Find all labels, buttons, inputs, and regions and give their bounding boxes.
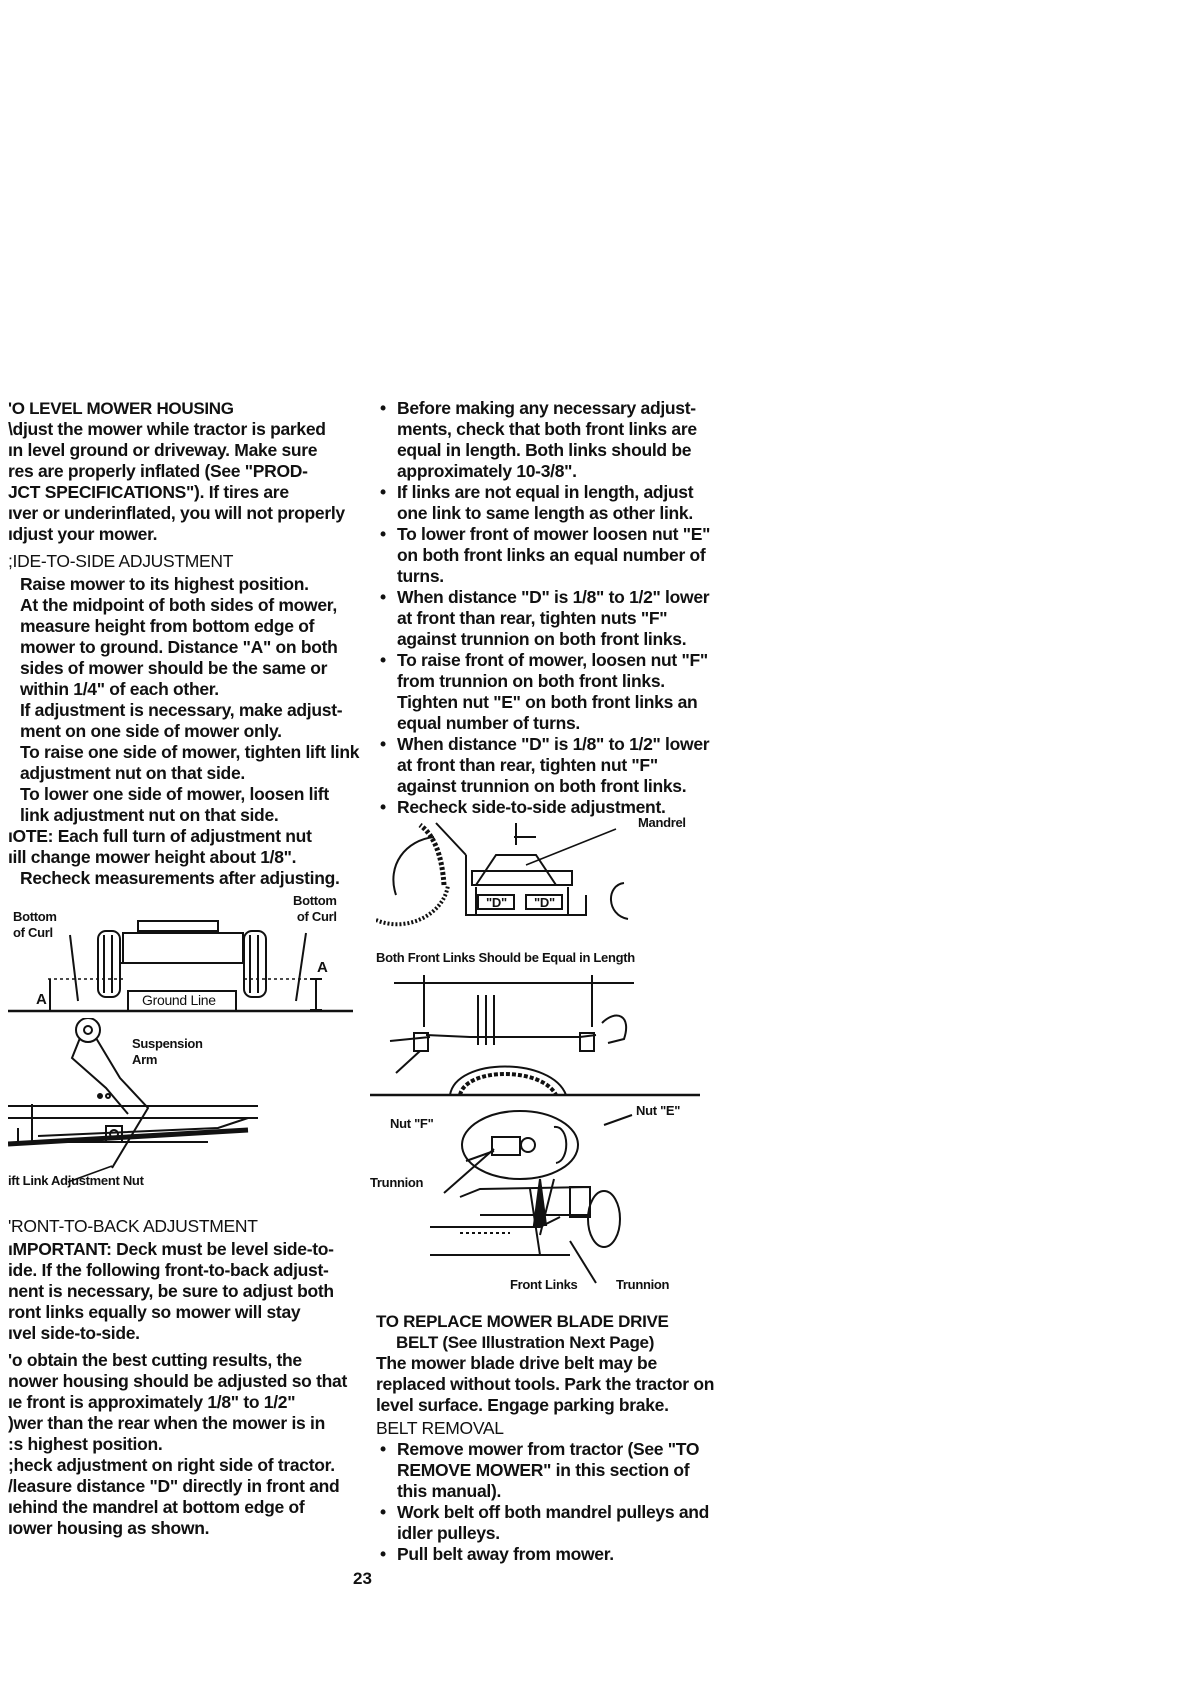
text-line: /leasure distance "D" directly in front and: [8, 1476, 340, 1496]
bullet-item: • To lower front of mower loosen nut "E" on both front links an equal number of turns.: [376, 524, 721, 587]
step: At the midpoint of both sides of mower, measure height from bottom edge of mower to ground. Distance "A" on both sides of mower should be the same or within 1/4" of each other.: [20, 595, 338, 699]
bullet-item: • Work belt off both mandrel pulleys and idler pulleys.: [376, 1502, 721, 1544]
note: [8, 826, 360, 868]
text-line: ıower housing as shown.: [8, 1518, 210, 1538]
trunnion-left-label: Trunnion: [370, 1175, 424, 1190]
text-line: ide. If the following front-to-back adjust-: [8, 1260, 329, 1280]
note-line: ıOTE: Each full turn of adjustment nut: [8, 826, 312, 846]
left-column: [8, 398, 360, 889]
text-line: ıdjust your mower.: [8, 524, 158, 544]
right-column: [376, 398, 721, 818]
text-line: \djust the mower while tractor is parked: [8, 419, 326, 439]
text-line: ıehind the mandrel at bottom edge of: [8, 1497, 305, 1517]
bullet-item: • To raise front of mower, loosen nut "F" from trunnion on both front links. Tighten nut "E" on both front links an equal number of turns.: [376, 650, 721, 734]
text-line: res are properly inflated (See "PROD-: [8, 461, 308, 481]
replace-belt-subheading: BELT (See Illustration Next Page): [396, 1333, 655, 1352]
label-line: Arm: [132, 1052, 158, 1067]
label-line: Bottom: [13, 909, 57, 924]
distance-a-right-label: A: [317, 959, 328, 976]
bottom-of-curl-left-label: [13, 909, 57, 941]
bullet-item: • Recheck side-to-side adjustment.: [376, 797, 721, 818]
text-line: nent is necessary, be sure to adjust both: [8, 1281, 334, 1301]
trunnion-right-label: Trunnion: [616, 1277, 670, 1292]
bottom-of-curl-right-label: [293, 893, 337, 925]
mandrel-figure: [376, 815, 706, 965]
side-to-side-figure: [8, 893, 353, 1018]
text-line: ront links equally so mower will stay: [8, 1302, 301, 1322]
suspension-arm-figure: [8, 1018, 353, 1193]
distance-d-rear-label: "D": [534, 895, 555, 910]
text-line: ıe front is approximately 1/8" to 1/2": [8, 1392, 296, 1412]
step: If adjustment is necessary, make adjust- ment on one side of mower only.: [20, 700, 343, 741]
replace-belt-section: [376, 1311, 721, 1565]
bullet-item: • Remove mower from tractor (See "TO REMOVE MOWER" in this section of this manual).: [376, 1439, 721, 1502]
text-line: ıMPORTANT: Deck must be level side-to-: [8, 1239, 334, 1259]
text-line: ın level ground or driveway. Make sure: [8, 440, 318, 460]
label-line: Suspension: [132, 1036, 203, 1051]
obtain-paragraph: [8, 1350, 360, 1539]
equal-length-caption: Both Front Links Should be Equal in Length: [376, 950, 635, 965]
nut-e-label: Nut "E": [636, 1103, 681, 1118]
step: To raise one side of mower, tighten lift link adjustment nut on that side.: [20, 742, 360, 783]
text-line: ;heck adjustment on right side of tractor.: [8, 1455, 335, 1475]
front-links-figure: [370, 965, 720, 1295]
side-to-side-heading: ;IDE-TO-SIDE ADJUSTMENT: [8, 551, 234, 571]
belt-removal-heading: BELT REMOVAL: [376, 1418, 504, 1438]
text-line: JCT SPECIFICATIONS"). If tires are: [8, 482, 289, 502]
step: Raise mower to its highest position.: [20, 574, 309, 594]
label-line: Bottom: [293, 893, 337, 908]
distance-a-left-label: A: [36, 991, 47, 1008]
front-to-back-heading: 'RONT-TO-BACK ADJUSTMENT: [8, 1216, 258, 1236]
step: To lower one side of mower, loosen lift link adjustment nut on that side.: [20, 784, 329, 825]
bullet-item: • When distance "D" is 1/8" to 1/2" lower at front than rear, tighten nut "F" against trunnion on both front links.: [376, 734, 721, 797]
recheck-text: Recheck measurements after adjusting.: [20, 868, 340, 888]
note-line: ıill change mower height about 1/8".: [8, 847, 297, 867]
front-to-back-section: [8, 1216, 360, 1539]
text-line: 'o obtain the best cutting results, the: [8, 1350, 302, 1370]
distance-d-front-label: "D": [486, 895, 507, 910]
text-line: ıver or underinflated, you will not properly: [8, 503, 345, 523]
bullet-item: • If links are not equal in length, adjust one link to same length as other link.: [376, 482, 721, 524]
front-links-label: Front Links: [510, 1277, 578, 1292]
bullet-item: • Before making any necessary adjust- ments, check that both front links are equal in length. Both links should be approximately 10-3/8".: [376, 398, 721, 482]
mandrel-drawing: [376, 815, 706, 935]
text-line: nower housing should be adjusted so that: [8, 1371, 347, 1391]
page-number: 23: [353, 1569, 372, 1588]
nut-f-label: Nut "F": [390, 1116, 434, 1131]
lift-link-adjustment-nut-label: ift Link Adjustment Nut: [8, 1173, 144, 1188]
ground-line-label: Ground Line: [142, 992, 216, 1008]
text-line: ıvel side-to-side.: [8, 1323, 140, 1343]
level-mower-housing-heading: 'O LEVEL MOWER HOUSING: [8, 399, 234, 418]
mandrel-label: Mandrel: [638, 815, 686, 830]
belt-removal-bullets: [376, 1439, 721, 1565]
label-line: of Curl: [296, 909, 337, 924]
text-line: :s highest position.: [8, 1434, 163, 1454]
label-line: of Curl: [13, 925, 53, 940]
side-to-side-steps: [20, 574, 360, 826]
important-paragraph: [8, 1239, 360, 1344]
bullet-item: • Pull belt away from mower.: [376, 1544, 721, 1565]
bullet-item: • When distance "D" is 1/8" to 1/2" lower at front than rear, tighten nuts "F" against trunnion on both front links.: [376, 587, 721, 650]
replace-belt-heading: TO REPLACE MOWER BLADE DRIVE: [376, 1312, 669, 1331]
front-link-bullets: [376, 398, 721, 818]
replace-belt-text: The mower blade drive belt may be replaced without tools. Park the tractor on level surface. Engage parking brake.: [376, 1353, 715, 1415]
suspension-arm-label: [132, 1036, 203, 1068]
text-line: )wer than the rear when the mower is in: [8, 1413, 325, 1433]
level-intro-paragraph: [8, 419, 360, 545]
